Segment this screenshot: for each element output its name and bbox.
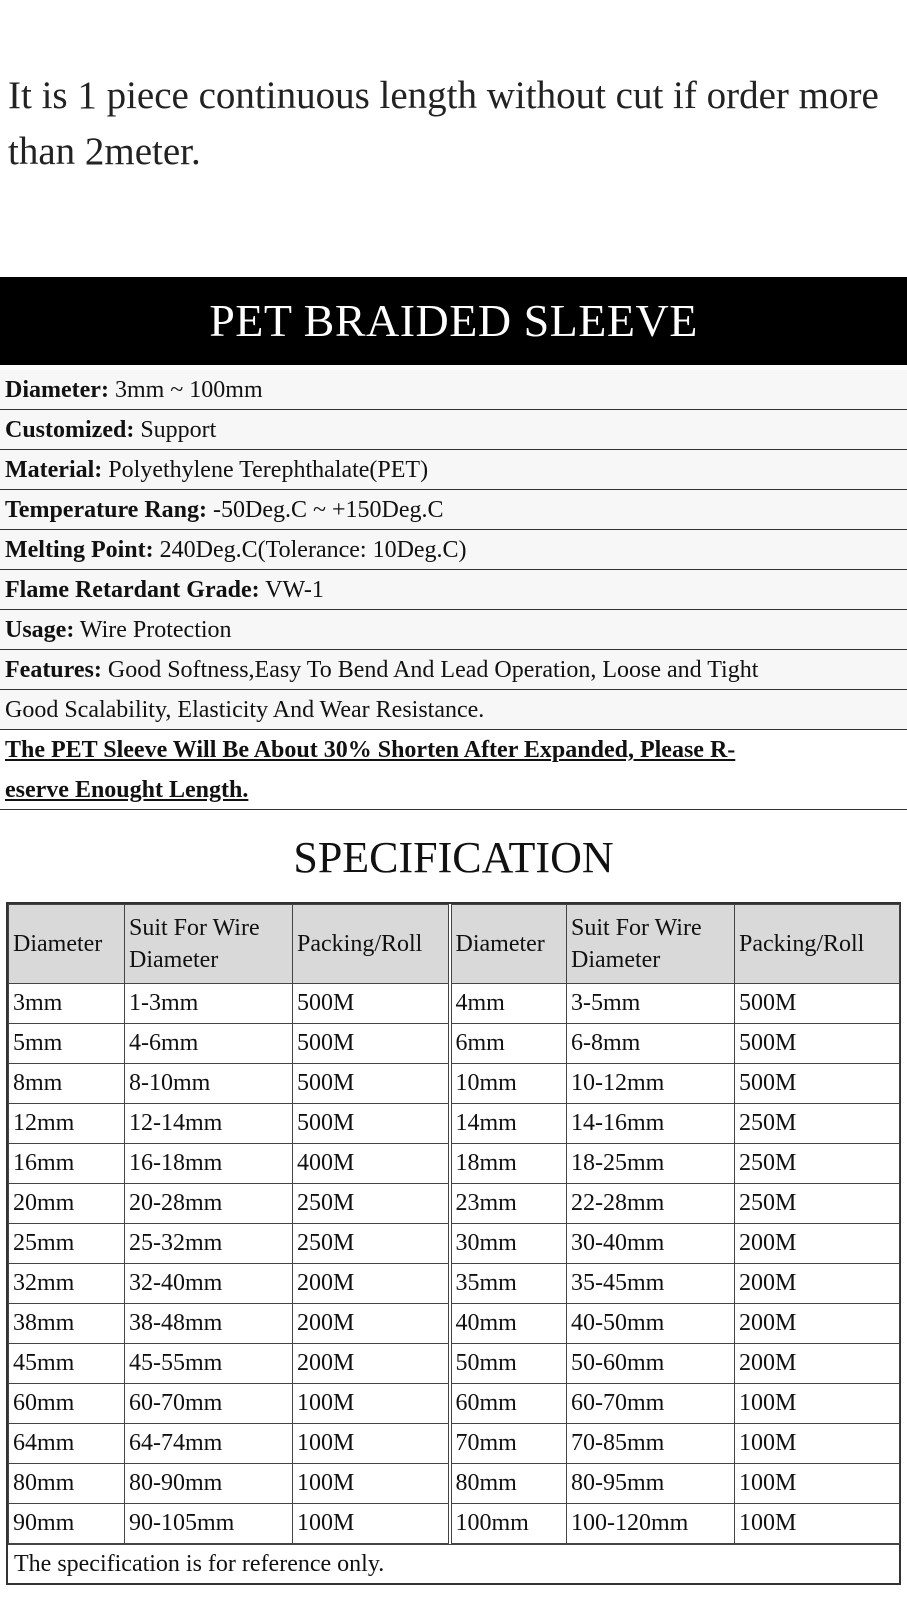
table-cell: 35mm xyxy=(450,1264,567,1304)
header-diameter: Diameter xyxy=(9,905,125,984)
table-cell: 16-18mm xyxy=(125,1144,293,1184)
table-cell: 38-48mm xyxy=(125,1304,293,1344)
property-row-features: Features: Good Softness,Easy To Bend And Lead Operation, Loose and Tight xyxy=(0,650,907,690)
table-cell: 90-105mm xyxy=(125,1504,293,1544)
shorten-note-line-2: eserve Enought Length. xyxy=(0,770,907,810)
table-cell: 500M xyxy=(293,984,450,1024)
table-cell: 30-40mm xyxy=(567,1224,735,1264)
table-cell: 500M xyxy=(293,1104,450,1144)
table-cell: 250M xyxy=(735,1144,900,1184)
specification-table-wrapper xyxy=(6,902,901,1585)
property-row-melting-point: Melting Point: 240Deg.C(Tolerance: 10Deg.C) xyxy=(0,530,907,570)
table-cell: 60-70mm xyxy=(125,1384,293,1424)
table-cell: 12-14mm xyxy=(125,1104,293,1144)
header-suit-for-wire: Suit For Wire Diameter xyxy=(125,905,293,984)
property-row-usage: Usage: Wire Protection xyxy=(0,610,907,650)
table-cell: 1-3mm xyxy=(125,984,293,1024)
specification-footnote: The specification is for reference only. xyxy=(8,1544,899,1583)
table-cell: 5mm xyxy=(9,1024,125,1064)
table-cell: 200M xyxy=(735,1264,900,1304)
table-cell: 250M xyxy=(735,1184,900,1224)
table-cell: 20-28mm xyxy=(125,1184,293,1224)
property-value: VW-1 xyxy=(259,577,324,603)
header-packing-roll: Packing/Roll xyxy=(293,905,450,984)
table-row xyxy=(9,1504,900,1544)
property-label: Material xyxy=(5,457,95,483)
table-cell: 500M xyxy=(735,1024,900,1064)
table-cell: 18-25mm xyxy=(567,1144,735,1184)
table-cell: 38mm xyxy=(9,1304,125,1344)
table-cell: 100M xyxy=(293,1464,450,1504)
table-cell: 500M xyxy=(293,1064,450,1104)
property-label: Temperature Rang xyxy=(5,497,199,523)
table-cell: 4-6mm xyxy=(125,1024,293,1064)
property-value: Wire Protection xyxy=(74,617,232,643)
property-label: Customized xyxy=(5,417,127,443)
table-cell: 70mm xyxy=(450,1424,567,1464)
table-cell: 40mm xyxy=(450,1304,567,1344)
header-packing-roll: Packing/Roll xyxy=(735,905,900,984)
property-row-diameter: Diameter: 3mm ~ 100mm xyxy=(0,370,907,410)
table-cell: 10mm xyxy=(450,1064,567,1104)
property-value: Polyethylene Terephthalate(PET) xyxy=(102,457,429,483)
table-cell: 100M xyxy=(293,1424,450,1464)
table-cell: 200M xyxy=(735,1304,900,1344)
table-header-row xyxy=(9,905,900,984)
table-cell: 25mm xyxy=(9,1224,125,1264)
table-cell: 64-74mm xyxy=(125,1424,293,1464)
table-cell: 100M xyxy=(735,1504,900,1544)
table-cell: 100M xyxy=(735,1464,900,1504)
table-row xyxy=(9,1464,900,1504)
property-label: Usage xyxy=(5,617,67,643)
table-cell: 50mm xyxy=(450,1344,567,1384)
table-row xyxy=(9,1104,900,1144)
table-cell: 8-10mm xyxy=(125,1064,293,1104)
table-cell: 80-90mm xyxy=(125,1464,293,1504)
table-cell: 20mm xyxy=(9,1184,125,1224)
table-cell: 30mm xyxy=(450,1224,567,1264)
table-cell: 64mm xyxy=(9,1424,125,1464)
property-value: -50Deg.C ~ +150Deg.C xyxy=(207,497,444,523)
table-cell: 6-8mm xyxy=(567,1024,735,1064)
table-cell: 100-120mm xyxy=(567,1504,735,1544)
property-value: 240Deg.C(Tolerance: 10Deg.C) xyxy=(153,537,467,563)
table-row xyxy=(9,984,900,1024)
table-cell: 100mm xyxy=(450,1504,567,1544)
product-title: PET BRAIDED SLEEVE xyxy=(209,295,698,346)
table-cell: 4mm xyxy=(450,984,567,1024)
property-label: Features xyxy=(5,657,94,683)
table-cell: 12mm xyxy=(9,1104,125,1144)
table-cell: 250M xyxy=(293,1224,450,1264)
table-cell: 60mm xyxy=(450,1384,567,1424)
property-label: Diameter xyxy=(5,377,101,403)
table-cell: 500M xyxy=(735,984,900,1024)
table-cell: 80-95mm xyxy=(567,1464,735,1504)
features-continued: Good Scalability, Elasticity And Wear Resistance. xyxy=(0,690,907,730)
table-cell: 50-60mm xyxy=(567,1344,735,1384)
table-row xyxy=(9,1344,900,1384)
table-cell: 80mm xyxy=(9,1464,125,1504)
table-cell: 6mm xyxy=(450,1024,567,1064)
table-row xyxy=(9,1144,900,1184)
header-diameter: Diameter xyxy=(450,905,567,984)
table-cell: 100M xyxy=(735,1424,900,1464)
table-cell: 200M xyxy=(293,1344,450,1384)
table-cell: 40-50mm xyxy=(567,1304,735,1344)
property-row-customized: Customized: Support xyxy=(0,410,907,450)
table-cell: 60-70mm xyxy=(567,1384,735,1424)
table-cell: 3mm xyxy=(9,984,125,1024)
table-cell: 32mm xyxy=(9,1264,125,1304)
table-cell: 100M xyxy=(735,1384,900,1424)
intro-text: It is 1 piece continuous length without cut if order more than 2meter. xyxy=(8,74,879,173)
table-cell: 10-12mm xyxy=(567,1064,735,1104)
property-row-material: Material: Polyethylene Terephthalate(PET) xyxy=(0,450,907,490)
shorten-note-line-1: The PET Sleeve Will Be About 30% Shorten After Expanded, Please R- xyxy=(0,730,907,770)
table-cell: 400M xyxy=(293,1144,450,1184)
table-cell: 200M xyxy=(293,1264,450,1304)
property-label: Flame Retardant Grade xyxy=(5,577,252,603)
table-cell: 70-85mm xyxy=(567,1424,735,1464)
property-label: Melting Point xyxy=(5,537,146,563)
table-row xyxy=(9,1384,900,1424)
table-cell: 16mm xyxy=(9,1144,125,1184)
table-cell: 200M xyxy=(293,1304,450,1344)
table-cell: 18mm xyxy=(450,1144,567,1184)
properties-list xyxy=(0,370,907,810)
property-value: Good Softness,Easy To Bend And Lead Operation, Loose and Tight xyxy=(101,657,759,683)
table-cell: 90mm xyxy=(9,1504,125,1544)
table-cell: 22-28mm xyxy=(567,1184,735,1224)
table-cell: 3-5mm xyxy=(567,984,735,1024)
table-cell: 250M xyxy=(735,1104,900,1144)
specification-title: SPECIFICATION xyxy=(293,833,614,882)
table-row xyxy=(9,1224,900,1264)
property-value: 3mm ~ 100mm xyxy=(108,377,263,403)
property-row-flame-grade: Flame Retardant Grade: VW-1 xyxy=(0,570,907,610)
table-cell: 100M xyxy=(293,1504,450,1544)
property-value: Support xyxy=(134,417,217,443)
table-row xyxy=(9,1064,900,1104)
table-cell: 200M xyxy=(735,1224,900,1264)
table-row xyxy=(9,1024,900,1064)
table-cell: 14-16mm xyxy=(567,1104,735,1144)
product-title-band xyxy=(0,277,907,365)
table-cell: 45-55mm xyxy=(125,1344,293,1384)
table-cell: 35-45mm xyxy=(567,1264,735,1304)
table-cell: 250M xyxy=(293,1184,450,1224)
table-cell: 500M xyxy=(293,1024,450,1064)
table-cell: 100M xyxy=(293,1384,450,1424)
table-cell: 80mm xyxy=(450,1464,567,1504)
table-row xyxy=(9,1264,900,1304)
table-row xyxy=(9,1184,900,1224)
table-cell: 45mm xyxy=(9,1344,125,1384)
table-cell: 23mm xyxy=(450,1184,567,1224)
header-suit-for-wire: Suit For Wire Diameter xyxy=(567,905,735,984)
specification-table xyxy=(8,904,900,1544)
table-cell: 8mm xyxy=(9,1064,125,1104)
table-cell: 32-40mm xyxy=(125,1264,293,1304)
property-row-temperature: Temperature Rang: -50Deg.C ~ +150Deg.C xyxy=(0,490,907,530)
table-cell: 25-32mm xyxy=(125,1224,293,1264)
table-cell: 14mm xyxy=(450,1104,567,1144)
table-cell: 500M xyxy=(735,1064,900,1104)
table-row xyxy=(9,1424,900,1464)
table-row xyxy=(9,1304,900,1344)
table-cell: 200M xyxy=(735,1344,900,1384)
table-cell: 60mm xyxy=(9,1384,125,1424)
